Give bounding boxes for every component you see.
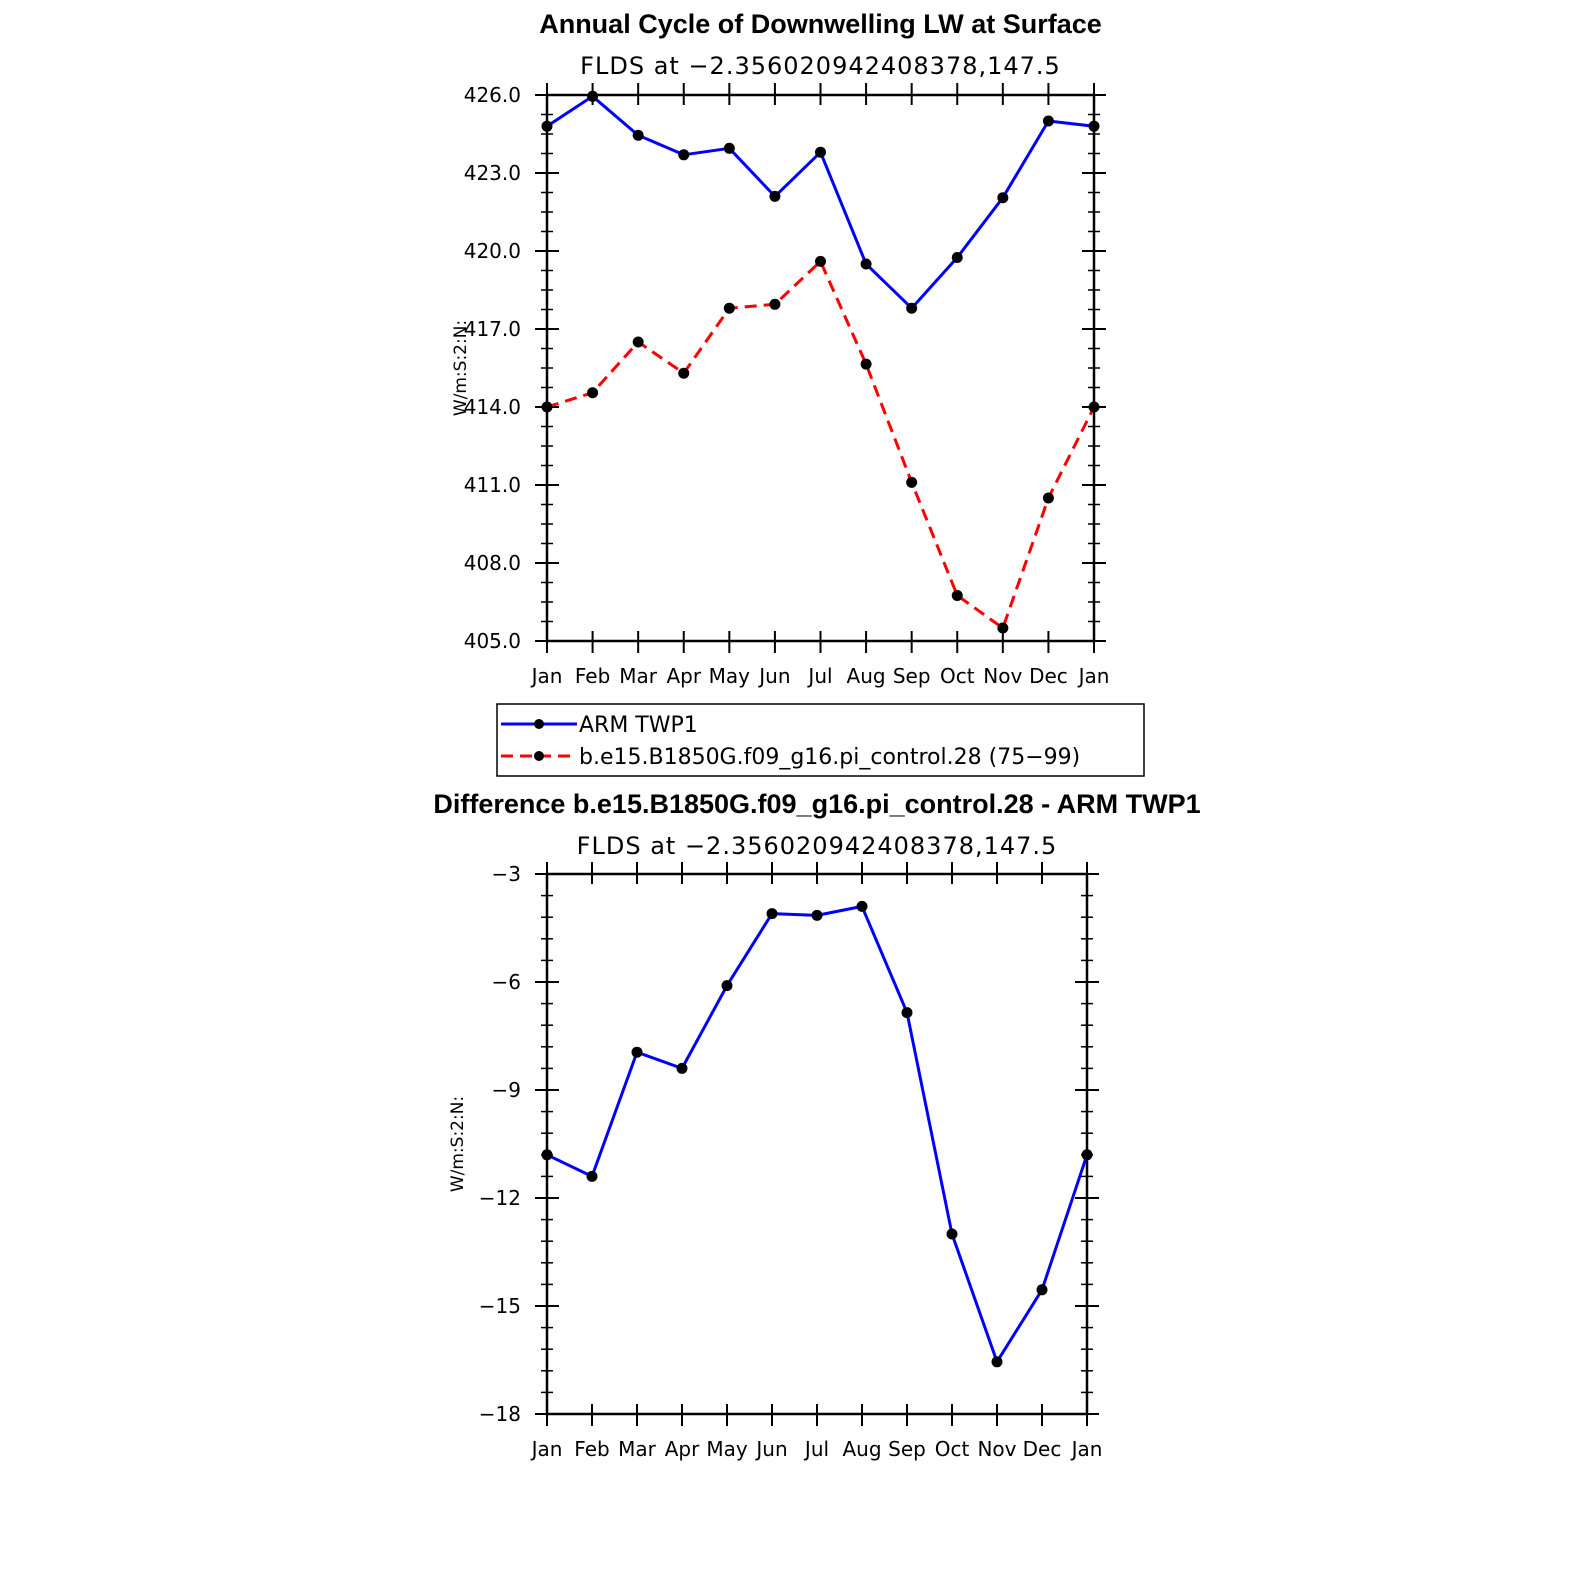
- legend-entry-1: ARM TWP1: [579, 713, 698, 738]
- data-point: [587, 91, 598, 102]
- x-tick-label: May: [706, 1437, 748, 1461]
- y-tick-label: −18: [478, 1402, 521, 1426]
- plot-frame: [547, 95, 1094, 641]
- chart-title: Difference b.e15.B1850G.f09_g16.pi_control.28 - ARM TWP1: [433, 789, 1201, 819]
- data-point: [997, 192, 1008, 203]
- data-point: [632, 1047, 643, 1058]
- x-tick-label: Sep: [888, 1437, 926, 1461]
- x-tick-label: Dec: [1029, 664, 1068, 688]
- x-tick-label: Apr: [666, 664, 702, 688]
- y-tick-label: 408.0: [463, 551, 521, 575]
- y-tick-label: 426.0: [463, 83, 521, 107]
- data-point: [542, 402, 553, 413]
- data-point: [769, 299, 780, 310]
- x-tick-label: Jan: [531, 1437, 563, 1461]
- x-tick-label: Apr: [664, 1437, 700, 1461]
- data-point: [724, 303, 735, 314]
- series-line-1: [547, 906, 1087, 1361]
- x-tick-label: Jan: [1071, 1437, 1103, 1461]
- x-tick-label: Mar: [619, 664, 658, 688]
- data-point: [1037, 1284, 1048, 1295]
- y-tick-label: −3: [491, 862, 521, 886]
- data-point: [1043, 116, 1054, 127]
- data-point: [767, 908, 778, 919]
- y-tick-label: −12: [478, 1186, 521, 1210]
- data-point: [952, 252, 963, 263]
- data-point: [633, 130, 644, 141]
- y-tick-label: 417.0: [463, 317, 521, 341]
- plot-frame: [547, 874, 1087, 1414]
- data-point: [678, 149, 689, 160]
- x-tick-label: Jun: [756, 1437, 788, 1461]
- legend-swatch-marker: [534, 719, 544, 729]
- data-point: [542, 1149, 553, 1160]
- data-point: [769, 191, 780, 202]
- x-tick-label: Oct: [939, 664, 975, 688]
- data-point: [906, 477, 917, 488]
- data-point: [952, 590, 963, 601]
- data-point: [1089, 402, 1100, 413]
- data-point: [812, 910, 823, 921]
- data-point: [587, 387, 598, 398]
- legend-swatch-marker: [534, 751, 544, 761]
- x-tick-label: Jan: [1078, 664, 1110, 688]
- x-tick-label: Dec: [1022, 1437, 1062, 1461]
- x-tick-label: Jun: [759, 664, 791, 688]
- data-point: [861, 259, 872, 270]
- x-tick-label: Feb: [574, 664, 611, 688]
- x-tick-label: Nov: [977, 1437, 1017, 1461]
- legend: [497, 704, 1144, 776]
- y-tick-label: 414.0: [463, 395, 521, 419]
- x-tick-label: Mar: [618, 1437, 656, 1461]
- x-tick-label: Jan: [531, 664, 563, 688]
- data-point: [677, 1063, 688, 1074]
- x-tick-label: Aug: [842, 1437, 882, 1461]
- chart-title: Annual Cycle of Downwelling LW at Surface: [539, 9, 1102, 39]
- y-axis-label: W/m:S:2:N:: [448, 1095, 468, 1193]
- y-tick-label: −15: [478, 1294, 521, 1318]
- data-point: [542, 121, 553, 132]
- x-tick-label: Oct: [934, 1437, 970, 1461]
- data-point: [1089, 121, 1100, 132]
- x-tick-label: May: [708, 664, 751, 688]
- chart-subtitle: FLDS at −2.356020942408378,147.5: [576, 832, 1058, 860]
- data-point: [857, 901, 868, 912]
- data-point: [861, 359, 872, 370]
- y-tick-label: −9: [491, 1078, 521, 1102]
- data-point: [947, 1229, 958, 1240]
- y-tick-label: 423.0: [463, 161, 521, 185]
- x-tick-label: Aug: [846, 664, 886, 688]
- data-point: [902, 1007, 913, 1018]
- y-tick-label: 420.0: [463, 239, 521, 263]
- data-point: [587, 1171, 598, 1182]
- chart-2: [433, 789, 1200, 1461]
- data-point: [997, 623, 1008, 634]
- chart-subtitle: FLDS at −2.356020942408378,147.5: [580, 52, 1061, 80]
- data-point: [722, 980, 733, 991]
- data-point: [906, 303, 917, 314]
- y-axis-label: W/m:S:2:N:: [451, 319, 471, 417]
- x-tick-label: Jul: [804, 1437, 830, 1461]
- series-line-1: [547, 96, 1094, 308]
- y-tick-label: −6: [491, 970, 521, 994]
- data-point: [724, 143, 735, 154]
- data-point: [678, 368, 689, 379]
- x-tick-label: Feb: [574, 1437, 610, 1461]
- x-tick-label: Jul: [808, 664, 833, 688]
- data-point: [815, 256, 826, 267]
- x-tick-label: Nov: [983, 664, 1023, 688]
- y-tick-label: 405.0: [463, 629, 521, 653]
- data-point: [633, 337, 644, 348]
- y-tick-label: 411.0: [463, 473, 521, 497]
- data-point: [815, 147, 826, 158]
- data-point: [1082, 1149, 1093, 1160]
- data-point: [992, 1356, 1003, 1367]
- series-line-2: [547, 261, 1094, 628]
- chart-1: [451, 9, 1144, 776]
- data-point: [1043, 493, 1054, 504]
- x-tick-label: Sep: [892, 664, 931, 688]
- legend-entry-2: b.e15.B1850G.f09_g16.pi_control.28 (75−99): [579, 745, 1081, 770]
